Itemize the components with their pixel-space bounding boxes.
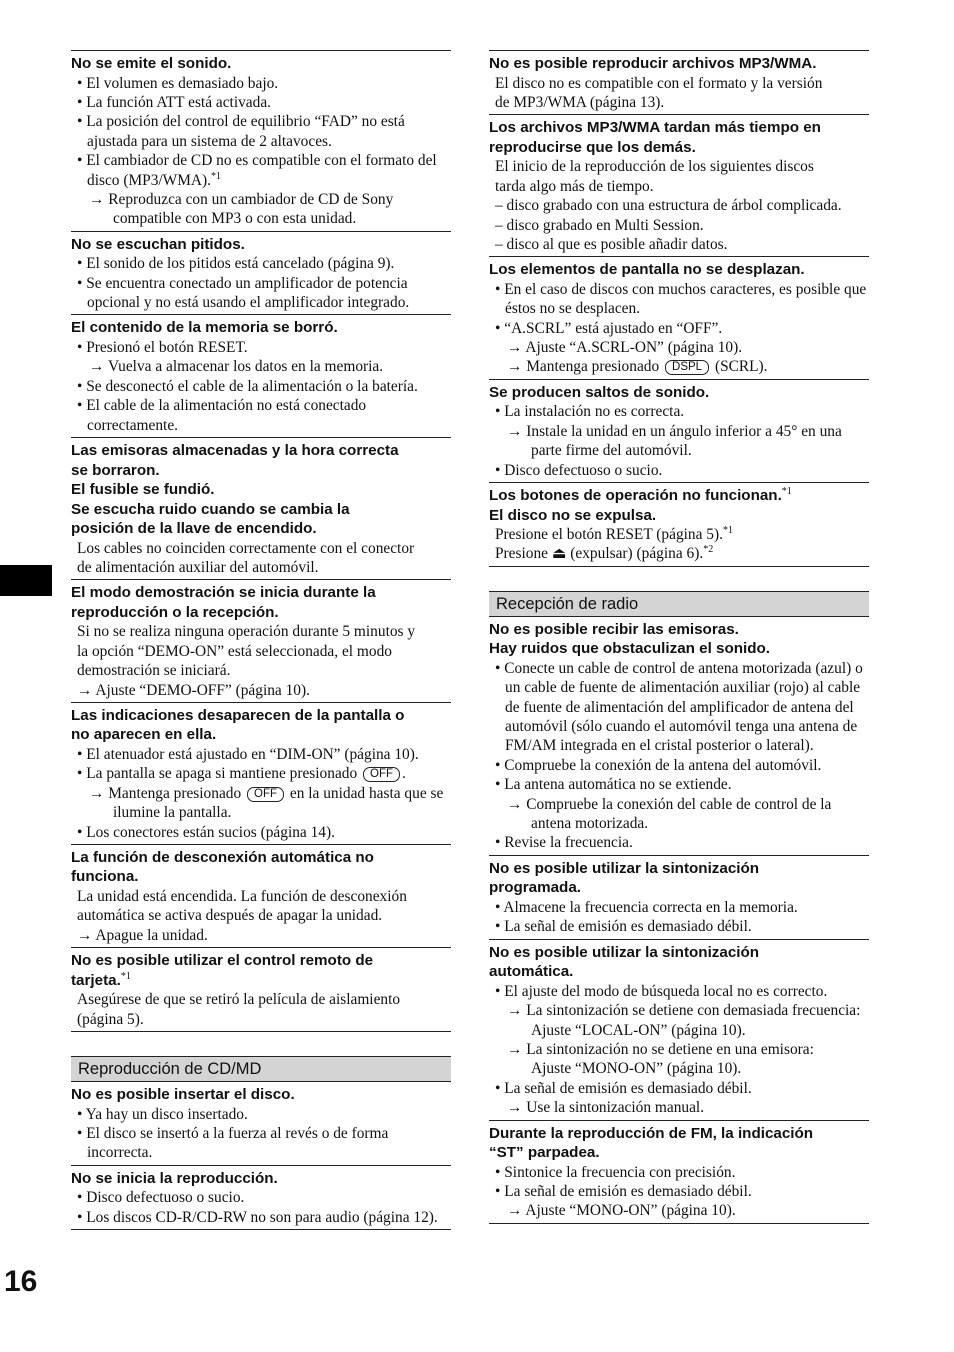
bullet-item: • Se desconectó el cable de la alimentación o la batería. (77, 377, 418, 395)
remedy-item: → Vuelva a almacenar los datos en la memoria. (89, 358, 384, 376)
issue-heading: posición de la llave de encendido. (71, 520, 317, 537)
bullet-item: • Disco defectuoso o sucio. (77, 1189, 245, 1207)
body-text: Si no se realiza ninguna operación durante 5 minutos y (77, 623, 416, 641)
bullet-item: • El sonido de los pitidos está cancelado (página 9). (77, 255, 395, 273)
remedy-detail: Ajuste “LOCAL-ON” (página 10). (531, 1021, 746, 1039)
body-text: El disco no es compatible con el formato y la versión (495, 74, 823, 92)
arrow-icon: → (507, 1040, 523, 1058)
arrow-icon: → (507, 1002, 523, 1020)
issue-no-reception (489, 617, 869, 855)
body-text: tarda algo más de tiempo. (495, 177, 654, 195)
body-text: automática se activa después de apagar la unidad. (77, 907, 383, 925)
bullet-item: • “A.SCRL” está ajustado en “OFF”. (495, 319, 723, 337)
issue-memory-erased (71, 314, 451, 437)
remedy-item: → La sintonización no se detiene en una emisora: (507, 1040, 814, 1058)
body-text: demostración se iniciará. (77, 662, 231, 680)
arrow-icon: → (89, 190, 105, 208)
dspl-button-icon: DSPL (665, 360, 709, 375)
body-text: (página 5). (77, 1010, 144, 1028)
issue-mp3-slow (489, 114, 869, 256)
footnote-mark: *1 (781, 485, 792, 497)
page-number: 16 (4, 1265, 38, 1298)
arrow-icon: → (507, 358, 523, 376)
issue-heading: El modo demostración se inicia durante la (71, 584, 376, 602)
left-column (71, 50, 451, 1230)
issue-heading: automática. (489, 963, 574, 981)
bullet-item: • Se encuentra conectado un amplificador de potencia opcional y no está usando el amplificador integrado. (77, 274, 410, 312)
issue-heading: El fusible se fundió. (71, 481, 215, 498)
arrow-icon: → (77, 681, 93, 699)
issue-heading: No es posible reproducir archivos MP3/WMA. (489, 55, 817, 72)
issue-preset-tuning (489, 855, 869, 939)
remedy-item: → Ajuste “MONO-ON” (página 10). (507, 1202, 736, 1220)
issue-heading: programada. (489, 879, 581, 897)
section-title-cd-md: Reproducción de CD/MD (71, 1056, 451, 1082)
issue-sound-skips (489, 379, 869, 482)
bullet-item: • Los conectores están sucios (página 14). (77, 823, 335, 841)
dash-item: – disco grabado en Multi Session. (495, 216, 704, 234)
footnote-mark: *1 (120, 970, 131, 982)
remedy-detail: Ajuste “MONO-ON” (página 10). (531, 1060, 742, 1078)
issue-cannot-insert (71, 1082, 451, 1165)
issue-heading: Los archivos MP3/WMA tardan más tiempo en (489, 119, 821, 137)
bullet-item: • La señal de emisión es demasiado débil. (495, 1182, 752, 1200)
bullet-item: • La posición del control de equilibrio “FAD” no está ajustada para un sistema de 2 altavoces. (77, 113, 405, 150)
remedy-item: → Apague la unidad. (77, 926, 208, 944)
bullet-item: • Presionó el botón RESET. (77, 338, 248, 356)
bullet-item: • En el caso de discos con muchos caracteres, es posible que éstos no se desplacen. (495, 280, 867, 318)
arrow-icon: → (507, 795, 523, 813)
issue-stations-erased (71, 437, 451, 579)
issue-heading: Las emisoras almacenadas y la hora correcta (71, 442, 399, 459)
issue-heading: funciona. (71, 868, 139, 886)
issue-heading: No es posible utilizar la sintonización (489, 859, 760, 877)
bullet-item: • Ya hay un disco insertado. (77, 1105, 248, 1123)
bullet-item: • Sintonice la frecuencia con precisión. (495, 1163, 736, 1181)
remedy-item: → La sintonización se detiene con demasiada frecuencia: (507, 1002, 861, 1020)
bullet-item: • La pantalla se apaga si mantiene presionado OFF . (77, 765, 406, 783)
dash-item: – disco grabado con una estructura de árbol complicada. (495, 197, 842, 215)
bullet-item: • Disco defectuoso o sucio. (495, 461, 663, 479)
issue-heading: El contenido de la memoria se borró. (71, 319, 338, 337)
footnote-mark: *1 (210, 170, 221, 182)
remedy-item: → Ajuste “DEMO-OFF” (página 10). (77, 681, 310, 699)
arrow-icon: → (507, 339, 523, 357)
issue-heading: No es posible insertar el disco. (71, 1086, 295, 1103)
arrow-icon: → (89, 358, 105, 376)
bullet-item: • Revise la frecuencia. (495, 834, 633, 852)
issue-heading: Las indicaciones desaparecen de la pantalla o (71, 706, 405, 724)
body-text: la opción “DEMO-ON” está seleccionada, el modo (77, 642, 392, 660)
issue-mp3-not-play (489, 50, 869, 114)
issue-heading: no aparecen en ella. (71, 726, 217, 744)
bullet-item: • Los discos CD-R/CD-RW no son para audio (página 12). (77, 1208, 438, 1226)
issue-auto-off (71, 844, 451, 947)
bullet-item: • La función ATT está activada. (77, 93, 271, 111)
issue-heading: reproducción o la recepción. (71, 603, 279, 621)
issue-buttons-not-working (489, 482, 869, 567)
issue-heading: Se escucha ruido cuando se cambia la (71, 500, 350, 518)
off-button-icon: OFF (247, 787, 284, 802)
remedy-item: → Mantenga presionado DSPL (SCRL). (507, 358, 768, 376)
body-text: de MP3/WMA (página 13). (495, 93, 665, 111)
issue-heading: tarjeta.$^{*1}$ (71, 970, 131, 989)
issue-playback-not-start (71, 1165, 451, 1230)
bullet-item: • Compruebe la conexión de la antena del automóvil. (495, 756, 822, 774)
remedy-item: → Use la sintonización manual. (507, 1099, 705, 1117)
issue-heading: No es posible utilizar la sintonización (489, 943, 760, 961)
remedy-item: → Mantenga presionado OFF en la unidad hasta que se ilumine la pantalla. (89, 784, 444, 822)
footnote-mark: *1 (722, 524, 733, 536)
chapter-tab-marker (0, 565, 52, 596)
dash-item: – disco al que es posible añadir datos. (495, 235, 728, 253)
arrow-icon: → (507, 422, 523, 440)
body-text: Asegúrese de que se retiró la película de aislamiento (77, 991, 401, 1009)
bullet-item: • El volumen es demasiado bajo. (77, 74, 279, 92)
issue-heading: Los botones de operación no funcionan.$^{*1}$ (489, 485, 792, 504)
issue-no-beep (71, 231, 451, 315)
issue-heading: El disco no se expulsa. (489, 506, 657, 524)
issue-heading: “ST” parpadea. (489, 1144, 600, 1162)
bullet-item: • El atenuador está ajustado en “DIM-ON” (página 10). (77, 745, 419, 763)
remedy-item: → Reproduzca con un cambiador de CD de Sony compatible con MP3 o con esta unidad. (89, 190, 394, 228)
issue-heading: Los elementos de pantalla no se desplazan. (489, 261, 805, 279)
issue-auto-tuning (489, 939, 869, 1120)
issue-heading: Durante la reproducción de FM, la indicación (489, 1124, 814, 1142)
eject-icon: ⏏ (551, 545, 567, 563)
issue-st-blinks (489, 1120, 869, 1224)
bullet-item: • La señal de emisión es demasiado débil. (495, 1079, 752, 1097)
issue-heading: reproducirse que los demás. (489, 138, 696, 156)
remedy-item: → Ajuste “A.SCRL-ON” (página 10). (507, 339, 743, 357)
arrow-icon: → (507, 1099, 523, 1117)
issue-no-sound (71, 50, 451, 231)
body-text: Los cables no coinciden correctamente con el conector (77, 539, 415, 557)
issue-heading: La función de desconexión automática no (71, 848, 374, 866)
issue-heading: No es posible recibir las emisoras. (489, 620, 739, 638)
bullet-item: • Conecte un cable de control de antena motorizada (azul) o un cable de fuente de alimentación auxiliar (rojo) al cable de fuente de alimentación del amplificador de antena del automóvil (sólo cuando el automóvil tenga una antena de FM/AM integrada en el cristal posterior o lateral). (495, 659, 863, 755)
right-column (489, 50, 869, 1224)
arrow-icon: → (77, 926, 93, 944)
issue-heading: Hay ruidos que obstaculizan el sonido. (489, 640, 771, 658)
issue-heading: No se emite el sonido. (71, 55, 232, 72)
bullet-item: • Almacene la frecuencia correcta en la memoria. (495, 898, 798, 916)
bullet-item: • El cambiador de CD no es compatible con el formato del disco (MP3/WMA).$^{*1}$ (77, 152, 437, 189)
section-title-radio: Recepción de radio (489, 591, 869, 617)
bullet-item: • El cable de la alimentación no está conectado correctamente. (77, 397, 367, 434)
bullet-item: • La señal de emisión es demasiado débil. (495, 918, 752, 936)
issue-display-disappears (71, 702, 451, 844)
body-text: La unidad está encendida. La función de desconexión (77, 887, 407, 905)
issue-heading: Se producen saltos de sonido. (489, 383, 710, 401)
footnote-mark: *2 (703, 544, 714, 556)
arrow-icon: → (89, 784, 105, 802)
bullet-item: • La instalación no es correcta. (495, 403, 685, 421)
remedy-item: → Compruebe la conexión del cable de control de la antena motorizada. (507, 795, 832, 833)
body-text: de alimentación auxiliar del automóvil. (77, 558, 319, 576)
remedy-item: → Instale la unidad en un ángulo inferior a 45° en una parte firme del automóvil. (507, 422, 842, 460)
bullet-item: • El ajuste del modo de búsqueda local no es correcto. (495, 982, 828, 1000)
issue-heading: No se inicia la reproducción. (71, 1169, 278, 1187)
off-button-icon: OFF (363, 767, 400, 782)
issue-heading: se borraron. (71, 461, 160, 479)
issue-heading: No es posible utilizar el control remoto de (71, 952, 374, 970)
body-text: El inicio de la reproducción de los siguientes discos (495, 158, 814, 176)
body-text: Presione ⏏ (expulsar) (página 6).$^{*2}$ (495, 544, 714, 563)
issue-card-remote (71, 947, 451, 1032)
issue-heading: No se escuchan pitidos. (71, 235, 245, 253)
arrow-icon: → (507, 1202, 523, 1220)
issue-demo-mode (71, 579, 451, 702)
issue-no-scroll (489, 256, 869, 379)
bullet-item: • La antena automática no se extiende. (495, 776, 732, 794)
bullet-item: • El disco se insertó a la fuerza al revés o de forma incorrecta. (77, 1124, 389, 1162)
body-text: Presione el botón RESET (página 5).$^{*1}$ (495, 524, 733, 543)
